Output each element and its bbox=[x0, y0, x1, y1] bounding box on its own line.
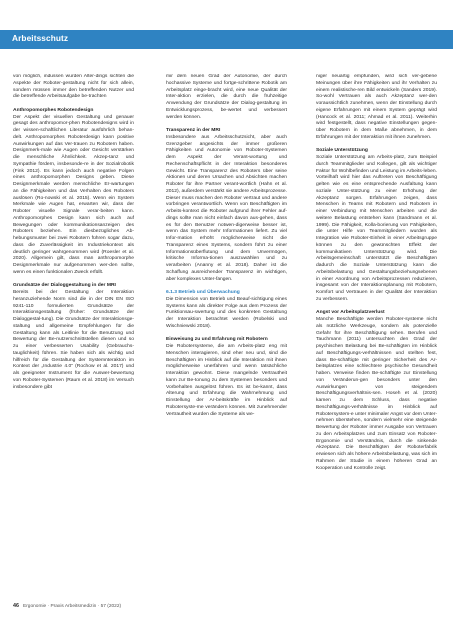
text-column-3 bbox=[316, 74, 437, 472]
paragraph: Der Aspekt der visuellen Gestaltung und genauer gesagt des anthropomor-phen Robotendesigns wird in der wissen-schaftlichen Literatur ausführlich behan-delt. Anthropomorphes Roboterdesign kann positive Auswirkungen auf das Ver-trauen zu Robotern haben. Designmerk-male wie Augen oder Gesicht verstärken die menschliche Ähnlichkeit. Akzep-tanz und Sympathie fördern, insbesonde-re in der Sozialrobotik (Fink 2012). Es kann jedoch auch negative Folgen eines anthropomorphen Designs geben. Diese Designmerkmale werden menschliche Er-wartungen an die Fähigkeiten und das Verhalten des Roboters auslösen (Ro-nowski et al. 2015). Wenn ein System Merkmale wie Augen hat, erwarten wir, dass der Roboter visuelle Signale verar-beiten kann. Anthropomorphes Design kann sich auch auf Bewegungen oder kommunikationsanzeigen des Roboters beziehen. Ein diesbezügliches Ab-hebungsmuster bei zwei Robotern führen sogar dazu, dass die Zuverlässigkeit im Industriekontext als deutlich geringer wahrgenommen wird (Roesler et al. 2020). Allgemein gilt, dass man anthropomorphe Designmerkmale nur aufgenommen wer-den sollte, wenn es einen funktionalen Zweck erfüllt. bbox=[13, 114, 134, 275]
paragraph: niger neuartig empfunden, wird sich ver-gebene Meinungen über ihre Fähigkeiten und ihr Verhalten zu einem realistische-ren Bild entwickeln (Sanders 2019). So-wohl Vertrauen als auch Akzeptanz wer-den voraussichtlich zunehmen, wenn der Einstellung durch eigene Erfahrungen mit einem System geprägt wird (Hancock et al. 2011; Ahmad et al. 2011). Weiterhin wird festgestellt, dass negative Einstellungen gegen-über Robotern in dem Maße abnehmen, in dem Erfahrungen mit der Interaktion mit ihnen zunehmen. bbox=[316, 74, 437, 140]
page-footer bbox=[13, 603, 121, 609]
paragraph: von möglich, indussen wurden Alter-dings sichten die Aspekte der Roboter-gestaltung nicht für sich allein, sondern müssen immer den betreffenden Nutzer und die betreffende Arbeitsaufgabe be-trachten bbox=[13, 74, 134, 100]
section-header-band bbox=[0, 30, 453, 49]
page-number: 46 bbox=[13, 603, 19, 609]
text-column-1 bbox=[13, 74, 134, 391]
subheading: Grundsätze der Dialoggestaltung in der MRI bbox=[13, 283, 116, 289]
paragraph: mir dem neuen Grad der Autonomie, der durch hochassive Systeme und fortge-schrittene Robotik am Arbeitsplatz einge-bracht wird, eine neue Qualität der Inter-aktion erzielen, die durch die fruhzeitige Anwendung der Grundsätze der Dialog-gestaltung im Entwicklungsprozess, be-wertet und verbessert werden können. bbox=[166, 74, 287, 120]
paragraph: Soziale Unterstützung am Arbeits-platz, zum Beispiel durch Teammitglieder und Kollegen, gilt als wichtiger Faktor für Wohlbefinden und Leistung im Arbeits-leben. Vorteilhaft wird hier das Auftreten von Beschäftigung gelten wie es eine entsprechende Ausfaltung kann soziale Unter-stützung zu einer Erhöhung der Akzeptanz sorgen. Erfahrungen zeigen, dass Menschen in Teams mit Robotern und Robotern in einer Verbindung mit Menschen arbeiten und die weitere Belastung entstehen kann (Sandmann et al. 1999). Die Fähigkeit, Kolla-borierung von Fähigkeiten, die unter Hilfe von Teammitgliedern wurden als Integration wie Roboter-Einheit in einer Arbeitsgruppe können zu den gewünschten Effekt der kommunikativen Unterstützung wird. Die Arbeitsgemeinschaft unterstützt die Beschäftigten dadurch die Soziale Unterstützung kann die Arbeitsbelastung und Gestaltungsbeziehungsebenen in einer Anordnung von Arbeitsprozessen reduzieren, insgesamt von der Interaktionsplanung mit Robotern, Komfort und Vertrauen in der Qualität der Interaktion zu verbessern. bbox=[316, 155, 437, 302]
subheading: Soziale Unterstützung bbox=[316, 148, 368, 154]
text-column-2 bbox=[166, 74, 287, 418]
paragraph: Bereits bei der Gestaltung der Interaktion heranzuziehende Norm sind die in der DIN EN ISO 9241-110 formulierten Grundsätze der Interaktionsgestaltung (früher: Grundsätze der Dialoggestal-tung). Die Grundsätze der Interaktionsge-staltung und allgemeine Empfehlungen für die Gestaltung kann als Leitlinie für die Benutzung und Bewertung der Be-nutzerschnittstellen dienen und so zu einer verbesserten Usability (Gebrauchs-tauglichkeit) führen. Sie haben sich als wichtig und hilfreich für die Gestaltung der Systemnterakton im Kontext der „Industrie 4.0“ (Rochow et al. 2017) und als geeigneter Instrument für die Auswer-bewertung von Roboter-Systemen (Raum et al. 2018) im Versuch insbesondere gibt bbox=[13, 290, 134, 390]
subheading: Angst vor Arbeitsplatzverlust bbox=[316, 310, 385, 316]
subheading: Transparenz in der MRI bbox=[166, 128, 221, 133]
subheading: Einweisung zu und Erfahrung mit Robotern bbox=[166, 337, 268, 343]
subheading: Anthropomorphes Robotendesign bbox=[13, 107, 94, 113]
paragraph: Insbesondere aus Arbeitsschutzsicht, aber auch Grenzgeber angesichts der immer großeren Fähigkeiten und Autonomie von Roboter-Systemen dem Aspekt der Verant-wortung und Rechenschaftspflicht in der Interaktion besonderes Gewicht. Eine Transparenz des Roboters über seine Aktionen und deren Ursachen und Absichten machen Roboter für ihre Partner verant-wortlich (Hahn et al. 2012), außerdem verstärkt sie andere Arbeitsprozesse. Dieser muss machen den Roboter vertraut und andere vorbringen verantwortlich. Wenn von Beschäftigten im Arbeits-kontext die Roboter aufgrund ihrer Fehler auf-dings sollte man nicht einfach davon aus-gehen, dass es für den Benutzer notwen-digerweise besser ist, wenn das System mehr Informationen liefert. Zu viel Infor-mation erhöht möglicherweise nicht die Transparenz eines Systems, sondern führt zu einer Informationsüberflutung und dem Unvermögen, kritische Informa-tionen auszuwählen und zu verarbeiten (Ananny et al. 2018). Daher ist die Schaffung ausreichender Transparenz im wichtigen, aber komplexes Unter-fangen. bbox=[166, 134, 287, 282]
paragraph: Die Robotersysteme, die am Arbeits-platz eng mit Menschen interagieren, sind eher neu und, sind die Beschäftigten im Hinblick auf die Interaktion mit ihnen möglicherweise unerfahren und wenn tatsächliche Interaktion gewohnt. Diese mangelnde Vertrautheit kann zur Be-tonung zu dem Systemen besonders und Vorbehalten ausgelöst führen. Es ist be-kannt, dass Alterung und Erfahrung die Wahrnehmung und Einstellung der Ar-beitskräfte im Hinblick auf Robotersyste-me verändern können. Mit zunehmender Vertrautheit wurden die Systeme als we- bbox=[166, 344, 287, 417]
paragraph: Manche Beschäftigte werden Roboter-systeme nicht als nützliche Werkzeuge, sondern als potenzielle Gefahr für ihre Beschäftigung sehen. Berufen und Tauchmann (2011) untersuchten den Grad der psychischen Belastung bei Be-schäftigten im Hinblick auf Beschäftigungs-verhältnissen und stellten fest, dass Be-schäftigte mit geringer Sicherheit des Ar-beitsplatzes eine schlechtere psychische Gesundheit haben. Verweise finden Be-schäftigte zur Einstellung von Veränderun-gen besonders unter den Auswirkungen von steigendem Beschäftigungsverhältnis-sen. Hoseh et al. (2020) kamen zu dem Schluss, dass negative Beschäftigungs-verhältnisse im Hinblick auf Robotersystem-e unter minimaler Angst vor dem Unter-nehmen überstehen, sondern vielmehr eine steigende Bewertung der Roboter immer Ausgabe von Vertrauen zu den Arbeitsplatzes und zum Einsatz von Roboter-Ergonomie und Verständnis, durch die sinkende Akzeptanz. Die Beschäftigten der Roboterfabrik erwiesen sich als höhere Arbeitsbelastung, was sich im Rahmen der Studie in einem höheren Grad an Kooperation und Kontrolle zeigt. bbox=[316, 317, 437, 471]
journal-citation: Ergonomie · Praxis Arbeitsmedizin · 57 (2022) bbox=[23, 604, 122, 609]
paragraph: Die Dimension von Betrieb und Beauf-sichtigung eines Systems kann als direkter Folge aus dem Prozess der Funktionsau-swertung und des konkreten Gestaltung der Interaktion betrachtet werden (Robelski und Wischniewski 2018). bbox=[166, 296, 287, 329]
section-heading: 6.1.3 Betrieb und Überwachung bbox=[166, 290, 240, 295]
section-label: Arbeitsschutz bbox=[12, 33, 69, 43]
